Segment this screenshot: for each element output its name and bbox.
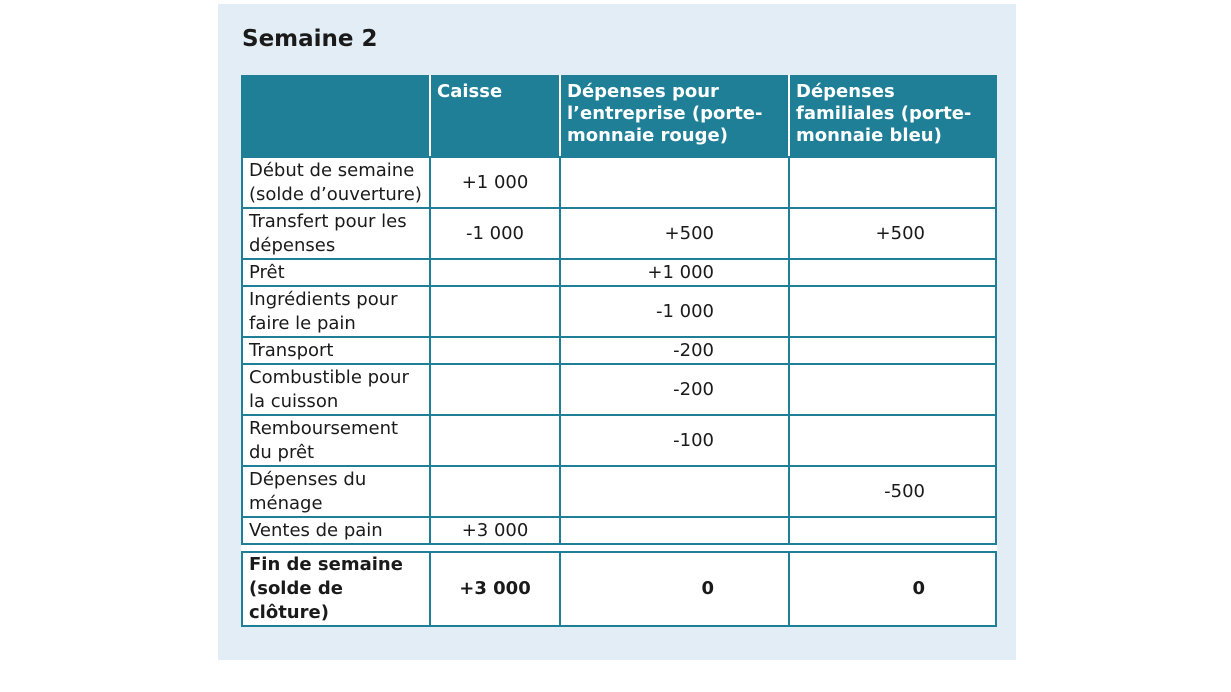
entreprise-cell: -200 xyxy=(560,337,789,364)
row-label: Transport xyxy=(242,337,430,364)
caisse-cell xyxy=(430,466,560,517)
table-row xyxy=(242,337,996,364)
familiales-cell xyxy=(789,337,996,364)
row-label: Ventes de pain xyxy=(242,517,430,544)
familiales-cell xyxy=(789,364,996,415)
table-card xyxy=(218,4,1016,660)
header-empty xyxy=(242,76,430,157)
familiales-cell xyxy=(789,157,996,208)
total-entreprise: 0 xyxy=(560,552,789,626)
caisse-cell: -1 000 xyxy=(430,208,560,259)
row-label: Remboursement du prêt xyxy=(242,415,430,466)
familiales-cell: -500 xyxy=(789,466,996,517)
total-label: Fin de semaine (solde de clôture) xyxy=(242,552,430,626)
caisse-cell xyxy=(430,415,560,466)
caisse-cell: +1 000 xyxy=(430,157,560,208)
row-label: Dépenses du ménage xyxy=(242,466,430,517)
familiales-cell xyxy=(789,259,996,286)
total-caisse: +3 000 xyxy=(430,552,560,626)
familiales-cell xyxy=(789,415,996,466)
table-row xyxy=(242,517,996,544)
total-familiales: 0 xyxy=(789,552,996,626)
caisse-cell xyxy=(430,364,560,415)
row-label: Prêt xyxy=(242,259,430,286)
row-label: Combustible pour la cuisson xyxy=(242,364,430,415)
spacer-cell xyxy=(242,544,996,552)
table-row xyxy=(242,364,996,415)
row-label: Transfert pour les dépenses xyxy=(242,208,430,259)
entreprise-cell xyxy=(560,517,789,544)
caisse-cell: +3 000 xyxy=(430,517,560,544)
familiales-cell xyxy=(789,517,996,544)
header-entreprise: Dépenses pour l’entreprise (porte-monnaie rouge) xyxy=(560,76,789,157)
table-row xyxy=(242,466,996,517)
familiales-cell: +500 xyxy=(789,208,996,259)
page-title: Semaine 2 xyxy=(242,26,378,52)
caisse-cell xyxy=(430,286,560,337)
table-row xyxy=(242,157,996,208)
header-familiales: Dépenses familiales (porte-monnaie bleu) xyxy=(789,76,996,157)
entreprise-cell: -100 xyxy=(560,415,789,466)
entreprise-cell: +1 000 xyxy=(560,259,789,286)
header-caisse: Caisse xyxy=(430,76,560,157)
table-row xyxy=(242,259,996,286)
header-row xyxy=(242,76,996,157)
entreprise-cell: -200 xyxy=(560,364,789,415)
total-row xyxy=(242,552,996,626)
entreprise-cell xyxy=(560,157,789,208)
entreprise-cell: +500 xyxy=(560,208,789,259)
row-label: Ingrédients pour faire le pain xyxy=(242,286,430,337)
caisse-cell xyxy=(430,259,560,286)
table-row xyxy=(242,208,996,259)
caisse-cell xyxy=(430,337,560,364)
cash-table xyxy=(241,75,997,627)
table-row xyxy=(242,415,996,466)
familiales-cell xyxy=(789,286,996,337)
row-label: Début de semaine (solde d’ouverture) xyxy=(242,157,430,208)
table-row xyxy=(242,286,996,337)
entreprise-cell xyxy=(560,466,789,517)
row-spacer xyxy=(242,544,996,552)
entreprise-cell: -1 000 xyxy=(560,286,789,337)
